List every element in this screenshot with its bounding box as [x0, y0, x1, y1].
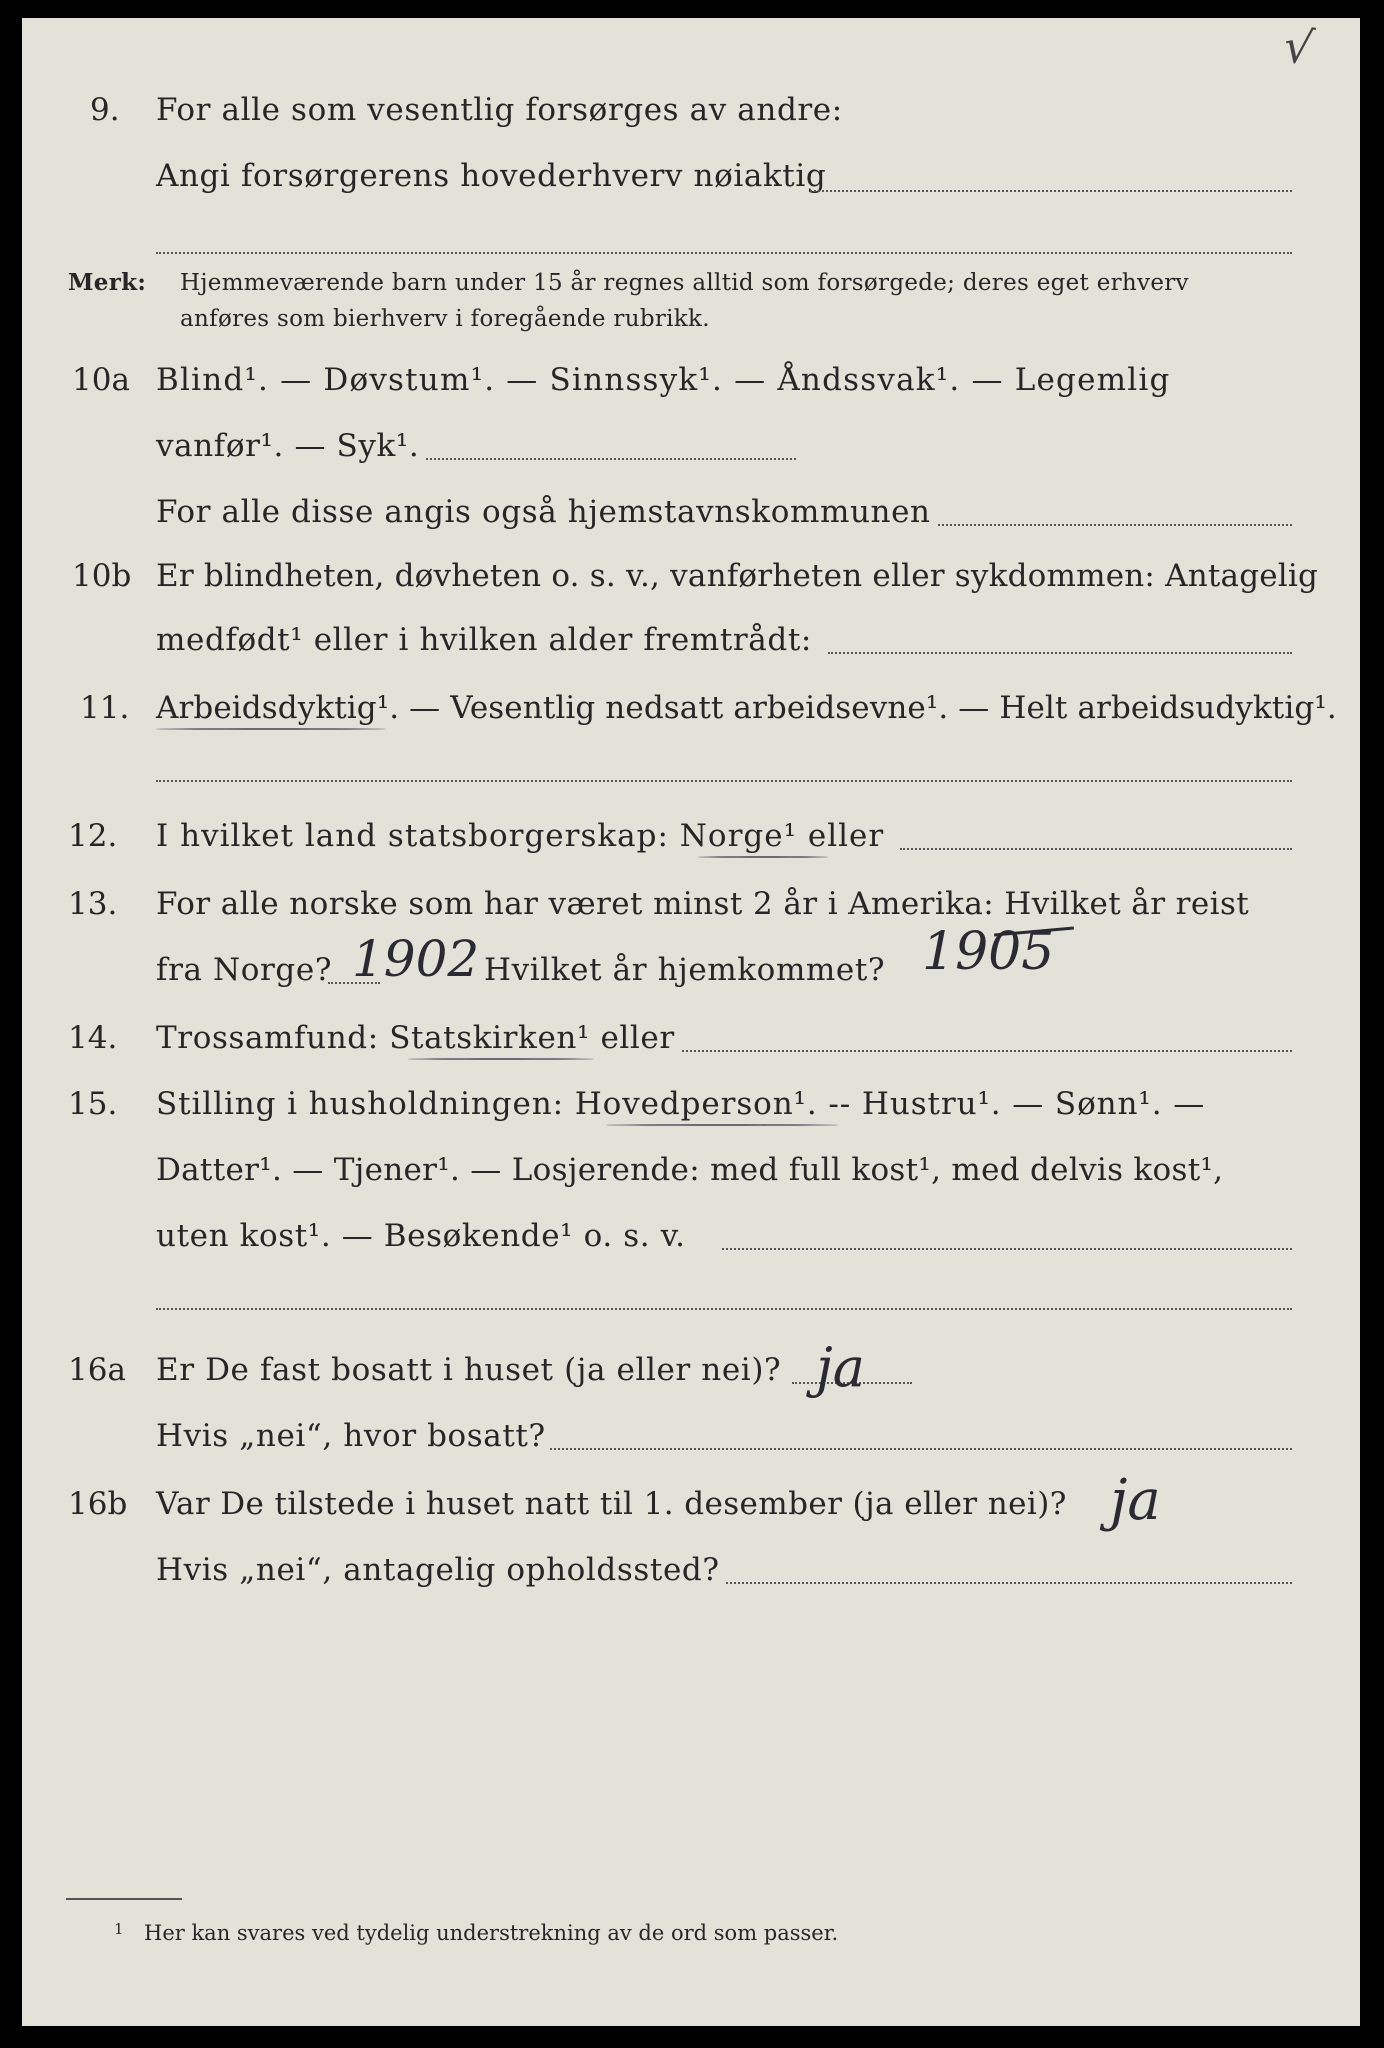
- item-12-line1: I hvilket land statsborgerskap: Norge¹ eller: [156, 818, 885, 854]
- item-11-line1: Arbeidsdyktig¹. — Vesentlig nedsatt arbeidsevne¹. — Helt arbeidsudyktig¹.: [156, 690, 1337, 726]
- item-12-number: 12.: [68, 818, 118, 854]
- census-form-page: [22, 18, 1360, 2026]
- item-16b-line1: Var De tilstede i huset natt til 1. desember (ja eller nei)?: [156, 1486, 1067, 1522]
- item-9-extra-line[interactable]: [156, 252, 1292, 254]
- item-14-answer-line[interactable]: [682, 1050, 1292, 1052]
- item-9-answer-line[interactable]: [810, 190, 1292, 192]
- item-10b-number: 10b: [72, 558, 132, 594]
- check-mark: √: [1280, 18, 1317, 76]
- item-12-answer-line[interactable]: [900, 848, 1292, 850]
- note-line2: anføres som bierhverv i foregående rubrikk.: [180, 306, 710, 332]
- item-16a-line2: Hvis „nei“, hvor bosatt?: [156, 1418, 546, 1454]
- item-14-underline-statskirken: [408, 1058, 594, 1060]
- item-16b-line2: Hvis „nei“, antagelig opholdssted?: [156, 1552, 720, 1588]
- item-16b-whereabouts-line[interactable]: [726, 1582, 1292, 1584]
- item-16b-number: 16b: [68, 1486, 128, 1522]
- item-15-extra-line[interactable]: [156, 1308, 1292, 1310]
- item-9-line1: For alle som vesentlig forsørges av andre:: [156, 92, 843, 128]
- item-15-underline-hovedperson: [606, 1124, 838, 1126]
- item-9-line2: Angi forsørgerens hovederhverv nøiaktig: [156, 158, 827, 194]
- item-10b-line1: Er blindheten, døvheten o. s. v., vanførheten eller sykdommen: Antagelig: [156, 558, 1319, 594]
- item-13-line1: For alle norske som har været minst 2 år i Amerika: Hvilket år reist: [156, 886, 1250, 922]
- item-12-underline-norge: [698, 856, 828, 858]
- item-13-departure-year: 1902: [352, 930, 480, 988]
- footnote-marker: 1: [114, 1920, 124, 1938]
- item-13-line2b: Hvilket år hjemkommet?: [484, 952, 886, 988]
- item-9-number: 9.: [90, 92, 120, 128]
- item-10a-number: 10a: [72, 362, 130, 398]
- item-15-answer-line[interactable]: [722, 1248, 1292, 1250]
- item-16b-answer: ja: [1110, 1468, 1161, 1533]
- item-11-number: 11.: [80, 690, 130, 726]
- item-10b-line2: medfødt¹ eller i hvilken alder fremtrådt:: [156, 622, 812, 658]
- item-13-line2a: fra Norge?: [156, 952, 333, 988]
- item-14-number: 14.: [68, 1020, 118, 1056]
- item-10a-line1: Blind¹. — Døvstum¹. — Sinnssyk¹. — Åndssvak¹. — Legemlig: [156, 362, 1171, 398]
- item-16a-line1: Er De fast bosatt i huset (ja eller nei)?: [156, 1352, 782, 1388]
- item-10b-answer-line[interactable]: [828, 652, 1292, 654]
- item-10a-line2: vanfør¹. — Syk¹.: [156, 428, 420, 464]
- item-15-line3: uten kost¹. — Besøkende¹ o. s. v.: [156, 1218, 686, 1254]
- item-10a-line3: For alle disse angis også hjemstavnskommunen: [156, 494, 931, 530]
- item-16a-number: 16a: [68, 1352, 126, 1388]
- item-16a-answer: ja: [816, 1336, 865, 1399]
- item-15-line1: Stilling i husholdningen: Hovedperson¹. -- Hustru¹. — Sønn¹. —: [156, 1086, 1206, 1122]
- item-13-number: 13.: [68, 886, 118, 922]
- item-10a-answer-line[interactable]: [426, 458, 796, 460]
- item-15-number: 15.: [68, 1086, 118, 1122]
- item-16a-residence-line[interactable]: [550, 1448, 1292, 1450]
- item-10a-hometown-line[interactable]: [938, 524, 1292, 526]
- item-15-line2: Datter¹. — Tjener¹. — Losjerende: med full kost¹, med delvis kost¹,: [156, 1152, 1224, 1188]
- item-11-underline-arbeidsdyktig: [156, 728, 386, 730]
- item-14-line1: Trossamfund: Statskirken¹ eller: [156, 1020, 675, 1056]
- item-13-return-year: 1905: [922, 922, 1055, 982]
- footnote-text: Her kan svares ved tydelig understrekning av de ord som passer.: [144, 1921, 839, 1945]
- footnote-rule: [66, 1898, 182, 1900]
- note-line1: Hjemmeværende barn under 15 år regnes alltid som forsørgede; deres eget erhverv: [180, 270, 1189, 296]
- note-label: Merk:: [68, 269, 147, 296]
- item-11-extra-line[interactable]: [156, 780, 1292, 782]
